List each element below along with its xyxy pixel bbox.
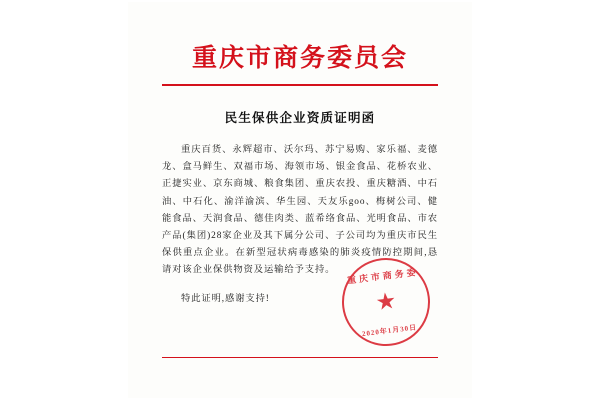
- document-content: [128, 2, 472, 398]
- footer-divider: [162, 357, 438, 359]
- body-paragraph: 重庆百货、永辉超市、沃尔玛、苏宁易购、家乐福、麦德龙、盒马鲜生、双福市场、海领市场、银金食品、花桥农业、正捷实业、京东商城、粮食集团、重庆农投、重庆糖酒、中石油、中石化、渝洋渝滨、华生园、天友乐goo、梅树公司、健能食品、天润食品、德佳肉类、蓝希络食品、光明食品、市农产品(集团)28家企业及其下属分公司、子公司均为重庆市民生保供重点企业。在新型冠状病毒感染的肺炎疫情防控期间,恳请对该企业保供物资及运输给予支持。: [162, 145, 438, 276]
- document-sheet: [128, 2, 472, 398]
- closing-statement: 特此证明,感谢支持!: [181, 293, 270, 304]
- star-glyph: ★: [374, 287, 398, 316]
- header-divider: [162, 84, 438, 86]
- organization-title: 重庆市商务委员会: [191, 45, 408, 72]
- seal-date-text: 2020年1月30日: [361, 323, 418, 339]
- document-title: 民生保供企业资质证明函: [224, 111, 376, 125]
- seal-top-text: 重庆市商务委: [346, 266, 420, 286]
